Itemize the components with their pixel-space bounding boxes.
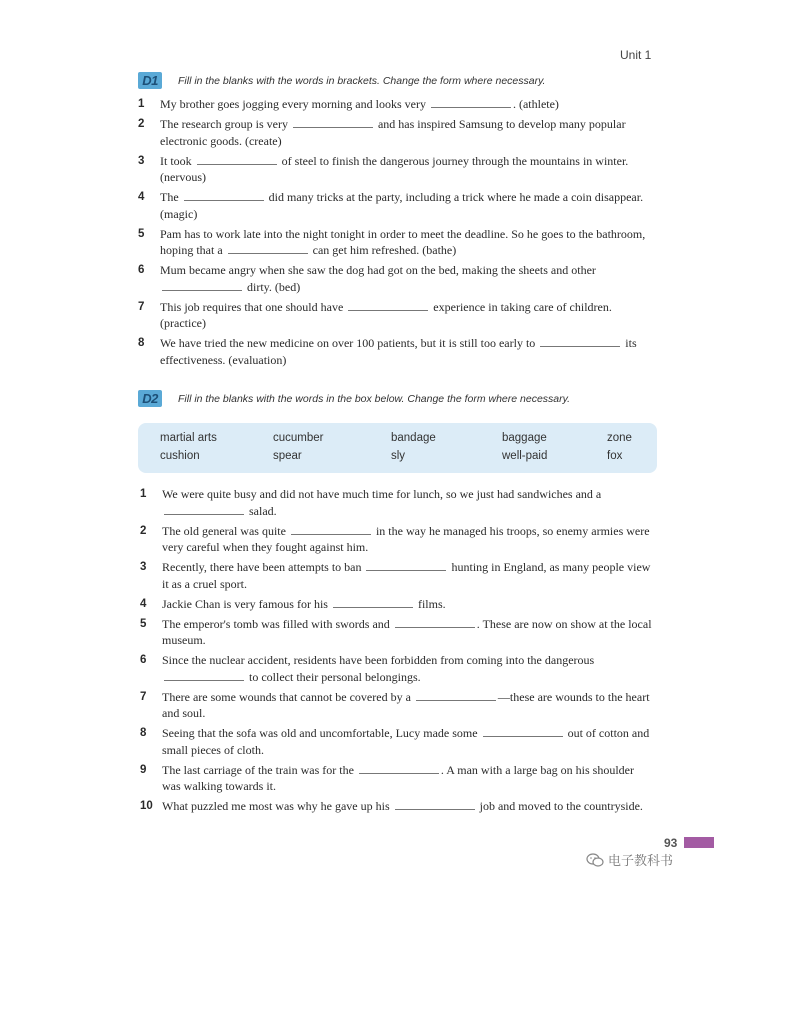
item-text-before: The research group is very bbox=[160, 117, 291, 131]
exercise-item bbox=[138, 299, 656, 332]
answer-blank[interactable] bbox=[164, 669, 244, 681]
item-text-after: its effectiveness. (evaluation) bbox=[160, 336, 637, 367]
item-number: 1 bbox=[138, 98, 145, 110]
chat-bubbles-icon bbox=[586, 853, 604, 867]
exercise-item bbox=[140, 596, 654, 613]
item-text-after: —these are wounds to the heart and soul. bbox=[162, 689, 650, 720]
item-text-before: Seeing that the sofa was old and uncomfortable, Lucy made some bbox=[162, 726, 481, 740]
answer-blank[interactable] bbox=[359, 762, 439, 774]
item-text-before: Recently, there have been attempts to ban bbox=[162, 560, 365, 574]
word-box-item: bandage bbox=[391, 432, 436, 444]
exercise-item bbox=[140, 762, 654, 795]
d1-badge: D1 bbox=[138, 72, 162, 89]
item-text-before: What puzzled me most was why he gave up his bbox=[162, 799, 393, 813]
word-box-item: well-paid bbox=[502, 450, 548, 462]
d2-header bbox=[138, 390, 570, 407]
answer-blank[interactable] bbox=[184, 189, 264, 201]
word-box-item: martial arts bbox=[160, 432, 217, 444]
d2-badge: D2 bbox=[138, 390, 162, 407]
item-number: 6 bbox=[140, 654, 147, 666]
answer-blank[interactable] bbox=[431, 96, 511, 108]
item-text-after: of steel to finish the dangerous journey through the mountains in winter. (nervous) bbox=[160, 153, 629, 184]
item-number: 7 bbox=[140, 690, 147, 703]
item-text-before: Jackie Chan is very famous for his bbox=[162, 596, 331, 611]
item-text-before: The old general was quite bbox=[162, 523, 289, 538]
item-text-before: Mum became angry when she saw the dog had got on the bed, making the sheets and other bbox=[160, 263, 596, 277]
answer-blank[interactable] bbox=[366, 559, 446, 571]
exercise-item bbox=[138, 226, 656, 259]
word-box-item: fox bbox=[607, 450, 623, 462]
item-number: 10 bbox=[140, 800, 153, 812]
unit-label: Unit 1 bbox=[620, 48, 652, 62]
word-box-item: baggage bbox=[502, 432, 547, 444]
answer-blank[interactable] bbox=[333, 596, 413, 608]
page-number: 93 bbox=[664, 836, 678, 850]
word-box-item: cushion bbox=[160, 450, 200, 462]
word-box-item: cucumber bbox=[273, 432, 324, 444]
item-text-before: Since the nuclear accident, residents have been forbidden from coming into the dangerous bbox=[162, 653, 595, 667]
exercise-item bbox=[138, 189, 656, 222]
answer-blank[interactable] bbox=[228, 242, 308, 254]
answer-blank[interactable] bbox=[162, 279, 242, 291]
item-text-after: . A man with a large bag on his shoulder was walking towards it. bbox=[162, 762, 635, 793]
item-text-before: This job requires that one should have bbox=[160, 299, 347, 314]
answer-blank[interactable] bbox=[395, 798, 475, 810]
item-number: 7 bbox=[138, 300, 145, 313]
exercise-item bbox=[138, 153, 656, 186]
item-text-after: . (athlete) bbox=[512, 97, 559, 111]
item-text-after: job and moved to the countryside. bbox=[476, 799, 643, 813]
word-box bbox=[138, 423, 657, 473]
exercise-item bbox=[140, 486, 654, 519]
exercise-item bbox=[140, 798, 654, 815]
item-text-after: to collect their personal belongings. bbox=[246, 669, 421, 684]
exercise-item bbox=[140, 689, 654, 722]
item-text-before: The last carriage of the train was for the bbox=[162, 762, 357, 777]
answer-blank[interactable] bbox=[540, 335, 620, 347]
item-text-after: can get him refreshed. (bathe) bbox=[309, 243, 457, 257]
exercise-item bbox=[138, 262, 656, 295]
item-number: 5 bbox=[140, 617, 147, 630]
d1-instruction: Fill in the blanks with the words in brackets. Change the form where necessary. bbox=[178, 74, 546, 87]
item-number: 9 bbox=[140, 763, 147, 776]
item-number: 2 bbox=[140, 524, 147, 537]
exercise-item bbox=[140, 559, 654, 592]
answer-blank[interactable] bbox=[416, 689, 496, 701]
item-text-before: We have tried the new medicine on over 100 patients, but it is still too early to bbox=[160, 336, 539, 350]
item-text-before: It took bbox=[160, 153, 195, 168]
answer-blank[interactable] bbox=[197, 153, 277, 165]
item-number: 4 bbox=[138, 191, 145, 203]
item-text-after: experience in taking care of children. (practice) bbox=[160, 299, 612, 330]
item-text-after: films. bbox=[414, 596, 446, 611]
watermark-text: 电子教科书 bbox=[608, 854, 674, 869]
exercise-item bbox=[138, 116, 656, 149]
item-number: 8 bbox=[138, 337, 145, 349]
answer-blank[interactable] bbox=[395, 616, 475, 628]
item-number: 2 bbox=[138, 118, 145, 130]
exercise-item bbox=[140, 523, 654, 556]
item-text-before: The emperor's tomb was filled with swords and bbox=[162, 616, 393, 631]
item-text-after: salad. bbox=[246, 503, 277, 518]
item-number: 8 bbox=[140, 727, 147, 739]
item-number: 3 bbox=[140, 561, 147, 573]
item-number: 4 bbox=[140, 597, 147, 610]
d1-header bbox=[138, 72, 545, 89]
word-box-item: sly bbox=[391, 450, 406, 462]
d2-instruction: Fill in the blanks with the words in the box below. Change the form where necessary. bbox=[178, 392, 571, 405]
item-text-before: The bbox=[160, 190, 182, 204]
word-box-item: spear bbox=[273, 450, 302, 462]
item-text-after: out of cotton and small pieces of cloth. bbox=[162, 726, 650, 757]
item-text-before: There are some wounds that cannot be covered by a bbox=[162, 689, 414, 704]
item-text-after: hunting in England, as many people view it as a cruel sport. bbox=[162, 560, 651, 591]
answer-blank[interactable] bbox=[348, 299, 428, 311]
answer-blank[interactable] bbox=[164, 503, 244, 515]
exercise-item bbox=[140, 616, 654, 649]
answer-blank[interactable] bbox=[293, 116, 373, 128]
exercise-item bbox=[138, 335, 656, 368]
item-text-after: . These are now on show at the local museum. bbox=[162, 616, 652, 647]
d1-exercise-list bbox=[138, 96, 656, 372]
exercise-item bbox=[140, 725, 654, 758]
word-box-item: zone bbox=[607, 432, 632, 444]
exercise-item bbox=[138, 96, 656, 113]
answer-blank[interactable] bbox=[483, 725, 563, 737]
item-text-after: did many tricks at the party, including a trick where he made a coin disappear. (magic) bbox=[160, 190, 644, 221]
watermark bbox=[586, 850, 673, 869]
item-text-before: My brother goes jogging every morning and looks very bbox=[160, 97, 429, 111]
page-number-bar bbox=[684, 837, 714, 848]
item-text-after: dirty. (bed) bbox=[244, 279, 301, 294]
item-text-after: and has inspired Samsung to develop many popular electronic goods. (create) bbox=[160, 117, 626, 148]
exercise-item bbox=[140, 652, 654, 685]
item-text-before: Pam has to work late into the night tonight in order to meet the deadline. So he goes to the bathroom, hoping that a bbox=[160, 226, 646, 257]
item-number: 5 bbox=[138, 227, 145, 240]
answer-blank[interactable] bbox=[291, 523, 371, 535]
item-number: 6 bbox=[138, 264, 145, 276]
item-text-before: We were quite busy and did not have much time for lunch, so we just had sandwiches and a bbox=[162, 487, 602, 501]
item-text-after: in the way he managed his troops, so enemy armies were very careful when they fought against him. bbox=[162, 523, 650, 554]
item-number: 3 bbox=[138, 154, 145, 167]
item-number: 1 bbox=[140, 488, 147, 500]
d2-exercise-list bbox=[140, 486, 654, 818]
